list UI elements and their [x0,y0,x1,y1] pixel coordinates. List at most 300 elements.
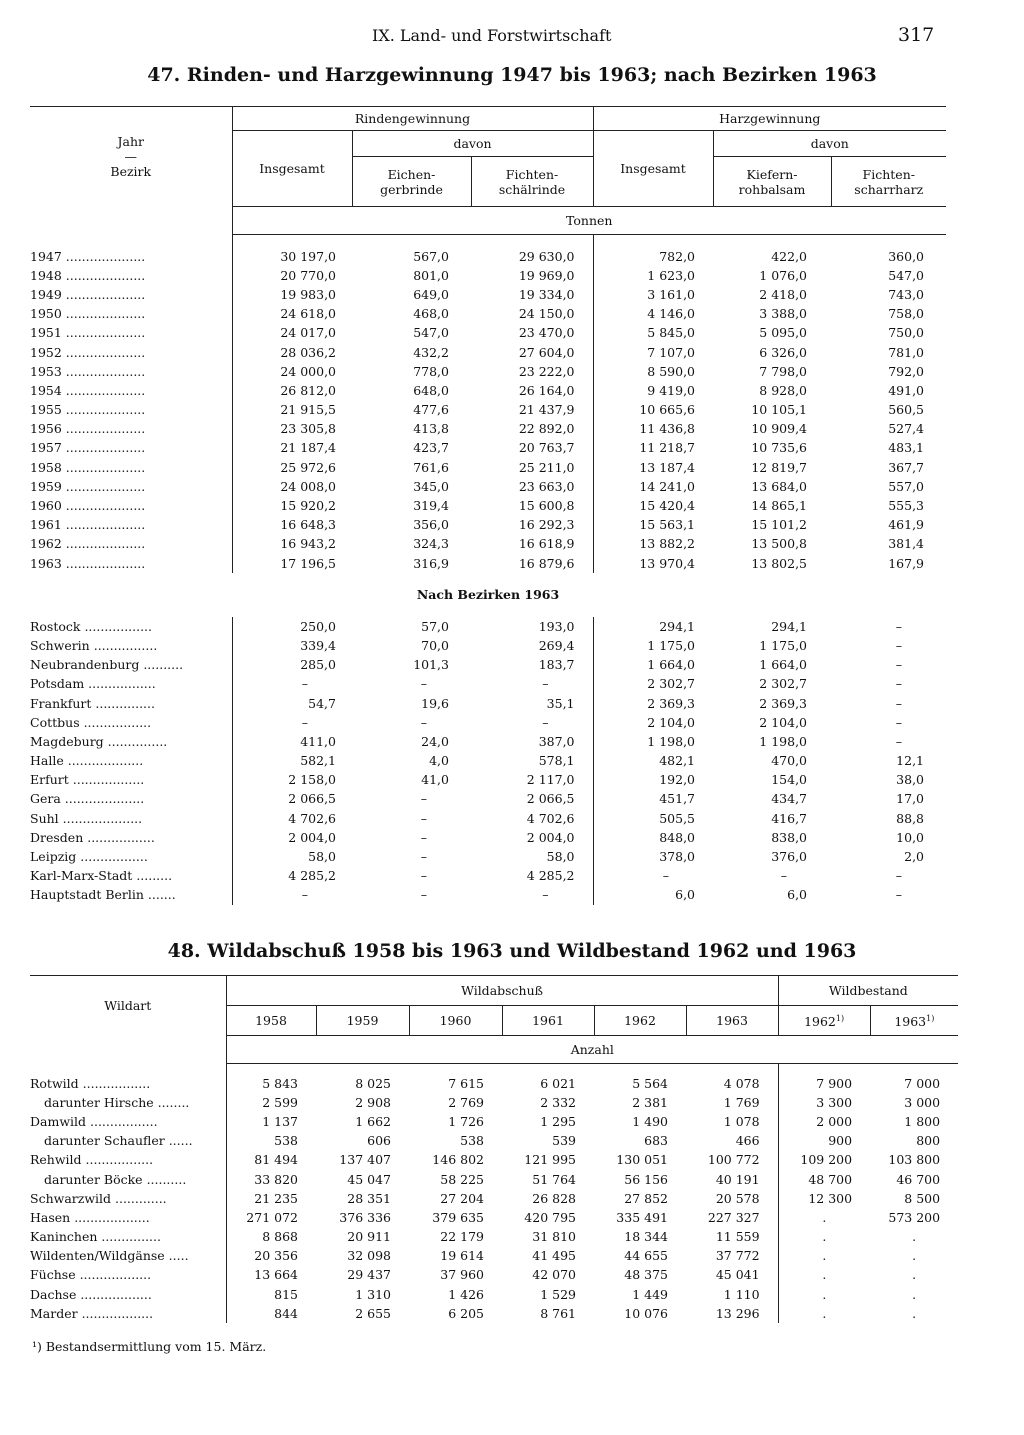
cell-value: 2 104,0 [759,714,808,730]
cell-value: 1 662 [355,1113,391,1129]
row-label-text: Dresden [30,829,84,845]
row-label-text: 1949 [30,286,62,302]
cell-value: 14 241,0 [593,477,713,496]
table-row [30,617,946,636]
cell-value: 45 041 [715,1267,760,1283]
cell-value: 19 614 [440,1248,484,1264]
cell-value: 26 164,0 [518,382,575,398]
row-label [30,885,232,904]
cell-value: – [420,810,427,826]
table-row [30,247,946,266]
row-label-text: Schwerin [30,637,90,653]
year-1958: 1958 [226,1006,316,1036]
cell-value: 434,7 [771,791,808,807]
leader-dots: ................... [63,753,144,769]
cell-value: . [912,1267,917,1283]
table-row [30,554,946,573]
cell-value: 12 300 [778,1189,870,1208]
table-row [30,266,946,285]
cell-value: 14 865,1 [751,498,808,514]
cell-value: 24 000,0 [232,362,352,381]
leader-dots: .................... [58,810,143,826]
row-label [30,732,232,751]
row-label-text: 1951 [30,325,62,341]
row-label [30,285,232,304]
row-label [30,1093,226,1112]
cell-value: 20 578 [715,1190,760,1206]
cell-value: 367,7 [888,459,925,475]
row-label-text: Füchse [30,1267,76,1283]
col-fichten-line2: schälrinde [498,181,566,197]
row-label-text: Rehwild [30,1152,82,1168]
stub-header-line1: Jahr [117,134,144,150]
stub-header [30,107,232,207]
row-label [30,266,232,285]
cell-value: – [232,885,352,904]
table-row [30,496,946,515]
row-label [30,362,232,381]
cell-value: 379 635 [432,1209,484,1225]
cell-value: 2 158,0 [232,770,352,789]
row-label [30,1189,226,1208]
leader-dots: ................. [83,829,155,845]
cell-value: 2 381 [632,1094,668,1110]
cell-value: 15 420,4 [593,496,713,515]
cell-value: 20 356 [226,1246,316,1265]
cell-value: 1 110 [723,1286,760,1302]
col-fichtenscharrharz [831,157,946,207]
cell-value: 6 326,0 [759,344,808,360]
cell-value: 356,0 [413,517,449,533]
cell-value: 3 161,0 [593,285,713,304]
row-label-text: 1953 [30,363,62,379]
cell-value: 17,0 [896,791,925,807]
row-label [30,713,232,732]
table-row [30,655,946,674]
cell-value: 24 008,0 [232,477,352,496]
table-47-bezirke-body [30,617,946,905]
cell-value: 32 098 [347,1248,391,1264]
table-row [30,751,946,770]
table-47-title: 47. Rinden- und Harzgewinnung 1947 bis 1963; nach Bezirken 1963 [147,64,877,86]
cell-value: 573 200 [888,1209,941,1225]
cell-value: – [895,714,903,730]
cell-value: 466 [735,1133,760,1149]
cell-value: 27 852 [624,1190,668,1206]
cell-value: 6 021 [540,1075,576,1091]
cell-value: 1 076,0 [759,267,808,283]
cell-value: 100 772 [707,1152,760,1168]
table-row [30,477,946,496]
row-label-text: Magdeburg [30,733,104,749]
cell-value: 1 664,0 [759,657,808,673]
row-label [30,1246,226,1265]
cell-value: 360,0 [888,248,925,264]
cell-value: 41,0 [421,772,449,788]
cell-value: 27 604,0 [518,344,575,360]
leader-dots: .................... [61,498,146,514]
leader-dots: .................... [61,267,146,283]
cell-value: 20 911 [347,1229,391,1245]
cell-value: 21 437,9 [518,402,575,418]
leader-dots: .................... [61,306,146,322]
cell-value: 1 198,0 [593,732,713,751]
cell-value: 121 995 [524,1152,576,1168]
leader-dots: .................... [60,791,145,807]
leader-dots: .................... [61,517,146,533]
cell-value: 5 095,0 [759,325,808,341]
cell-value: 8 868 [226,1227,316,1246]
col-harz-insgesamt: Insgesamt [593,131,713,207]
page-header [0,26,1024,50]
leader-dots: ............... [97,1229,161,1245]
row-label-text: Rotwild [30,1075,79,1091]
cell-value: 801,0 [413,267,449,283]
row-label-text: 1962 [30,536,62,552]
row-label [30,247,232,266]
cell-value: 2 599 [226,1093,316,1112]
cell-value: 16 292,3 [518,517,575,533]
cell-value: 37 772 [715,1248,760,1264]
cell-value: 422,0 [771,248,808,264]
row-label-text: 1955 [30,402,62,418]
cell-value: 18 344 [624,1229,668,1245]
cell-value: 10 735,6 [751,440,808,456]
cell-value: 24 618,0 [232,304,352,323]
row-label [30,789,232,808]
cell-value: 1 078 [723,1113,760,1129]
cell-value: 56 156 [624,1171,668,1187]
cell-value: 1 310 [355,1286,391,1302]
cell-value: 38,0 [896,772,925,788]
cell-value: 4 702,6 [526,810,575,826]
cell-value: 130 051 [616,1152,668,1168]
cell-value: 15 920,2 [232,496,352,515]
cell-value: – [420,849,427,865]
cell-value: 250,0 [232,617,352,636]
leader-dots: ....... [143,887,176,903]
cell-value: 192,0 [593,770,713,789]
table-47-section-row [30,573,946,617]
cell-value: . [912,1229,917,1245]
cell-value: 7 107,0 [593,342,713,361]
leader-dots: ................... [70,1209,150,1225]
cell-value: 7 900 [778,1074,870,1093]
cell-value: 578,1 [538,753,575,769]
cell-value: 4 285,2 [526,868,575,884]
row-label [30,400,232,419]
cell-value: 792,0 [888,363,925,379]
leader-dots: ................. [86,1113,158,1129]
stub-spacer-48 [30,1036,226,1064]
cell-value: 45 047 [347,1171,391,1187]
leader-dots: ...... [164,1133,193,1149]
leader-dots: .................... [61,382,146,398]
table-row [30,1112,958,1131]
cell-value: . [912,1248,917,1264]
row-label [30,438,232,457]
row-label [30,458,232,477]
cell-value: 19 983,0 [232,285,352,304]
row-label [30,381,232,400]
cell-value: 42 070 [532,1267,576,1283]
running-head: IX. Land- und Forstwirtschaft [372,26,612,45]
cell-value: 4 146,0 [593,304,713,323]
table-row [30,342,946,361]
cell-value: – [232,713,352,732]
cell-value: 154,0 [771,772,808,788]
cell-value: 2 302,7 [759,676,808,692]
cell-value: 11 218,7 [593,438,713,457]
cell-value: 5 845,0 [593,323,713,342]
leader-dots: ................ [89,637,158,653]
cell-value: 5 843 [226,1074,316,1093]
table-row [30,1131,958,1150]
bestand-year-1963 [870,1006,958,1036]
table-row [30,1189,958,1208]
cell-value: 4,0 [429,753,449,769]
section-bezirke: Nach Bezirken 1963 [416,587,560,603]
cell-value: 146 802 [432,1152,484,1168]
leader-dots: .................... [61,478,146,494]
cell-value: 547,0 [888,267,925,283]
stub-header-line2: — [124,149,137,165]
cell-value: 294,1 [771,618,808,634]
table-row [30,1208,958,1227]
cell-value: 54,7 [232,693,352,712]
cell-value: 27 204 [440,1190,484,1206]
cell-value: 269,4 [538,637,575,653]
table-row [30,1265,958,1284]
cell-value: 58,0 [546,849,575,865]
leader-dots: .................... [61,536,146,552]
row-label [30,655,232,674]
leader-dots: .................... [61,459,146,475]
row-label-text: 1950 [30,306,62,322]
cell-value: 477,6 [413,402,449,418]
cell-value: 167,9 [888,555,925,571]
cell-value: 538 [226,1131,316,1150]
cell-value: 505,5 [593,809,713,828]
row-label-text: 1947 [30,248,62,264]
table-row [30,285,946,304]
leader-dots: .................... [61,325,146,341]
cell-value: – [420,829,427,845]
cell-value: 21 187,4 [232,438,352,457]
leader-dots: ............. [111,1190,167,1206]
table-47-years-body [30,235,946,573]
cell-value: 183,7 [538,657,575,673]
cell-value: 23 222,0 [518,363,575,379]
cell-value: 13 187,4 [593,458,713,477]
cell-value: – [895,657,903,673]
cell-value: 2 769 [448,1094,484,1110]
cell-value: 482,1 [593,751,713,770]
cell-value: 3 388,0 [759,306,808,322]
cell-value: 28 036,2 [232,342,352,361]
row-label-text: Kaninchen [30,1229,98,1245]
table-48 [30,975,958,1323]
row-label [30,828,232,847]
cell-value: 2 004,0 [526,829,575,845]
cell-value: – [542,887,549,903]
cell-value: 2 066,5 [232,789,352,808]
cell-value: 11 559 [715,1229,760,1245]
group-rindengewinnung: Rindengewinnung [232,107,593,131]
cell-value: 8 761 [540,1305,576,1321]
cell-value: 13 296 [715,1305,760,1321]
cell-value: 35,1 [546,695,575,711]
cell-value: – [895,887,903,903]
cell-value: 900 [778,1131,870,1150]
table-row [30,809,946,828]
cell-value: 316,9 [413,555,449,571]
cell-value: 539 [552,1133,576,1149]
cell-value: 10 076 [624,1305,668,1321]
cell-value: 30 197,0 [232,247,352,266]
cell-value: 538 [460,1133,484,1149]
table-row [30,458,946,477]
cell-value: 778,0 [413,363,449,379]
cell-value: 10,0 [896,829,925,845]
cell-value: 1 769 [723,1094,760,1110]
row-label-text: Hasen [30,1209,71,1225]
cell-value: 8 500 [904,1190,941,1206]
row-label-text: Leipzig [30,849,77,865]
cell-value: 11 436,8 [593,419,713,438]
cell-value: 1 175,0 [593,636,713,655]
cell-value: 5 564 [632,1075,668,1091]
cell-value: – [895,676,903,692]
cell-value: 16 943,2 [232,534,352,553]
row-label [30,1208,226,1227]
cell-value: 416,7 [771,810,808,826]
row-label [30,496,232,515]
leader-dots: ................. [80,618,153,634]
cell-value: 1 175,0 [759,637,808,653]
cell-value: . [778,1304,870,1323]
row-label [30,809,232,828]
cell-value: 750,0 [888,325,925,341]
row-label [30,674,232,693]
cell-value: 1 800 [904,1113,941,1129]
cell-value: 23 470,0 [518,325,575,341]
cell-value: 411,0 [232,732,352,751]
cell-value: 781,0 [888,344,925,360]
cell-value: 227 327 [707,1209,760,1225]
table-row [30,362,946,381]
cell-value: 137 407 [339,1152,391,1168]
row-label-text: Hauptstadt Berlin [30,887,144,903]
cell-value: 381,4 [888,536,925,552]
table-row [30,770,946,789]
cell-value: 848,0 [593,828,713,847]
col-eichen-line2: gerbrinde [380,181,443,197]
row-label [30,1304,226,1323]
cell-value: 70,0 [421,637,449,653]
cell-value: 29 437 [347,1267,391,1283]
cell-value: 26 812,0 [232,381,352,400]
cell-value: 4 702,6 [232,809,352,828]
row-label-text: Frankfurt [30,695,92,711]
table-row [30,1285,958,1304]
cell-value: – [420,887,427,903]
cell-value: 81 494 [226,1150,316,1169]
leader-dots: ......... [132,868,173,884]
leader-dots: .................. [77,1305,154,1321]
cell-value: 557,0 [888,478,925,494]
row-label [30,477,232,496]
leader-dots: .................... [61,421,146,437]
cell-value: 48 700 [778,1169,870,1188]
row-label-text: Gera [30,791,61,807]
year-1962: 1962 [594,1006,686,1036]
cell-value: 271 072 [226,1208,316,1227]
row-label [30,693,232,712]
cell-value: 28 351 [347,1190,391,1206]
cell-value: 21 235 [226,1189,316,1208]
cell-value: 13 802,5 [751,555,808,571]
table-row [30,693,946,712]
row-label [30,515,232,534]
cell-value: 31 810 [532,1229,576,1245]
cell-value: . [778,1227,870,1246]
table-row [30,713,946,732]
cell-value: – [420,791,427,807]
table-row [30,789,946,808]
leader-dots: ............... [91,695,155,711]
cell-value: 1 490 [632,1113,668,1129]
bestand-year-1962 [778,1006,870,1036]
row-label-text: Wildenten/Wildgänse [30,1248,165,1264]
cell-value: – [895,637,903,653]
table-row [30,419,946,438]
table-row [30,1074,958,1093]
table-row [30,323,946,342]
leader-dots: .......... [139,657,184,673]
cell-value: 4 285,2 [232,866,352,885]
stub-header-line3: Bezirk [110,164,152,180]
col-eichen-line1: Eichen- [387,166,436,182]
cell-value: 8 928,0 [759,382,808,398]
cell-value: 378,0 [593,847,713,866]
table-row [30,732,946,751]
leader-dots: .................... [61,248,146,264]
leader-dots: ............... [103,733,168,749]
stub-spacer [30,207,232,235]
cell-value: 2 066,5 [526,791,575,807]
cell-value: 24 017,0 [232,323,352,342]
cell-value: 1 137 [226,1112,316,1131]
cell-value: 376 336 [339,1209,391,1225]
col-fichten-line1: Fichten- [505,166,559,182]
cell-value: 3 000 [904,1094,941,1110]
row-label-text: Dachse [30,1286,77,1302]
cell-value: 1 198,0 [759,733,808,749]
cell-value: 48 375 [624,1267,668,1283]
row-label [30,1150,226,1169]
cell-value: 758,0 [888,306,925,322]
cell-value: 40 191 [715,1171,760,1187]
cell-value: 44 655 [624,1248,668,1264]
cell-value: 17 196,5 [232,554,352,573]
cell-value: 8 590,0 [593,362,713,381]
cell-value: 2 104,0 [593,713,713,732]
cell-value: 103 800 [888,1152,941,1168]
cell-value: – [542,714,549,730]
col-kiefernrohbalsam [713,157,831,207]
cell-value: 782,0 [593,247,713,266]
